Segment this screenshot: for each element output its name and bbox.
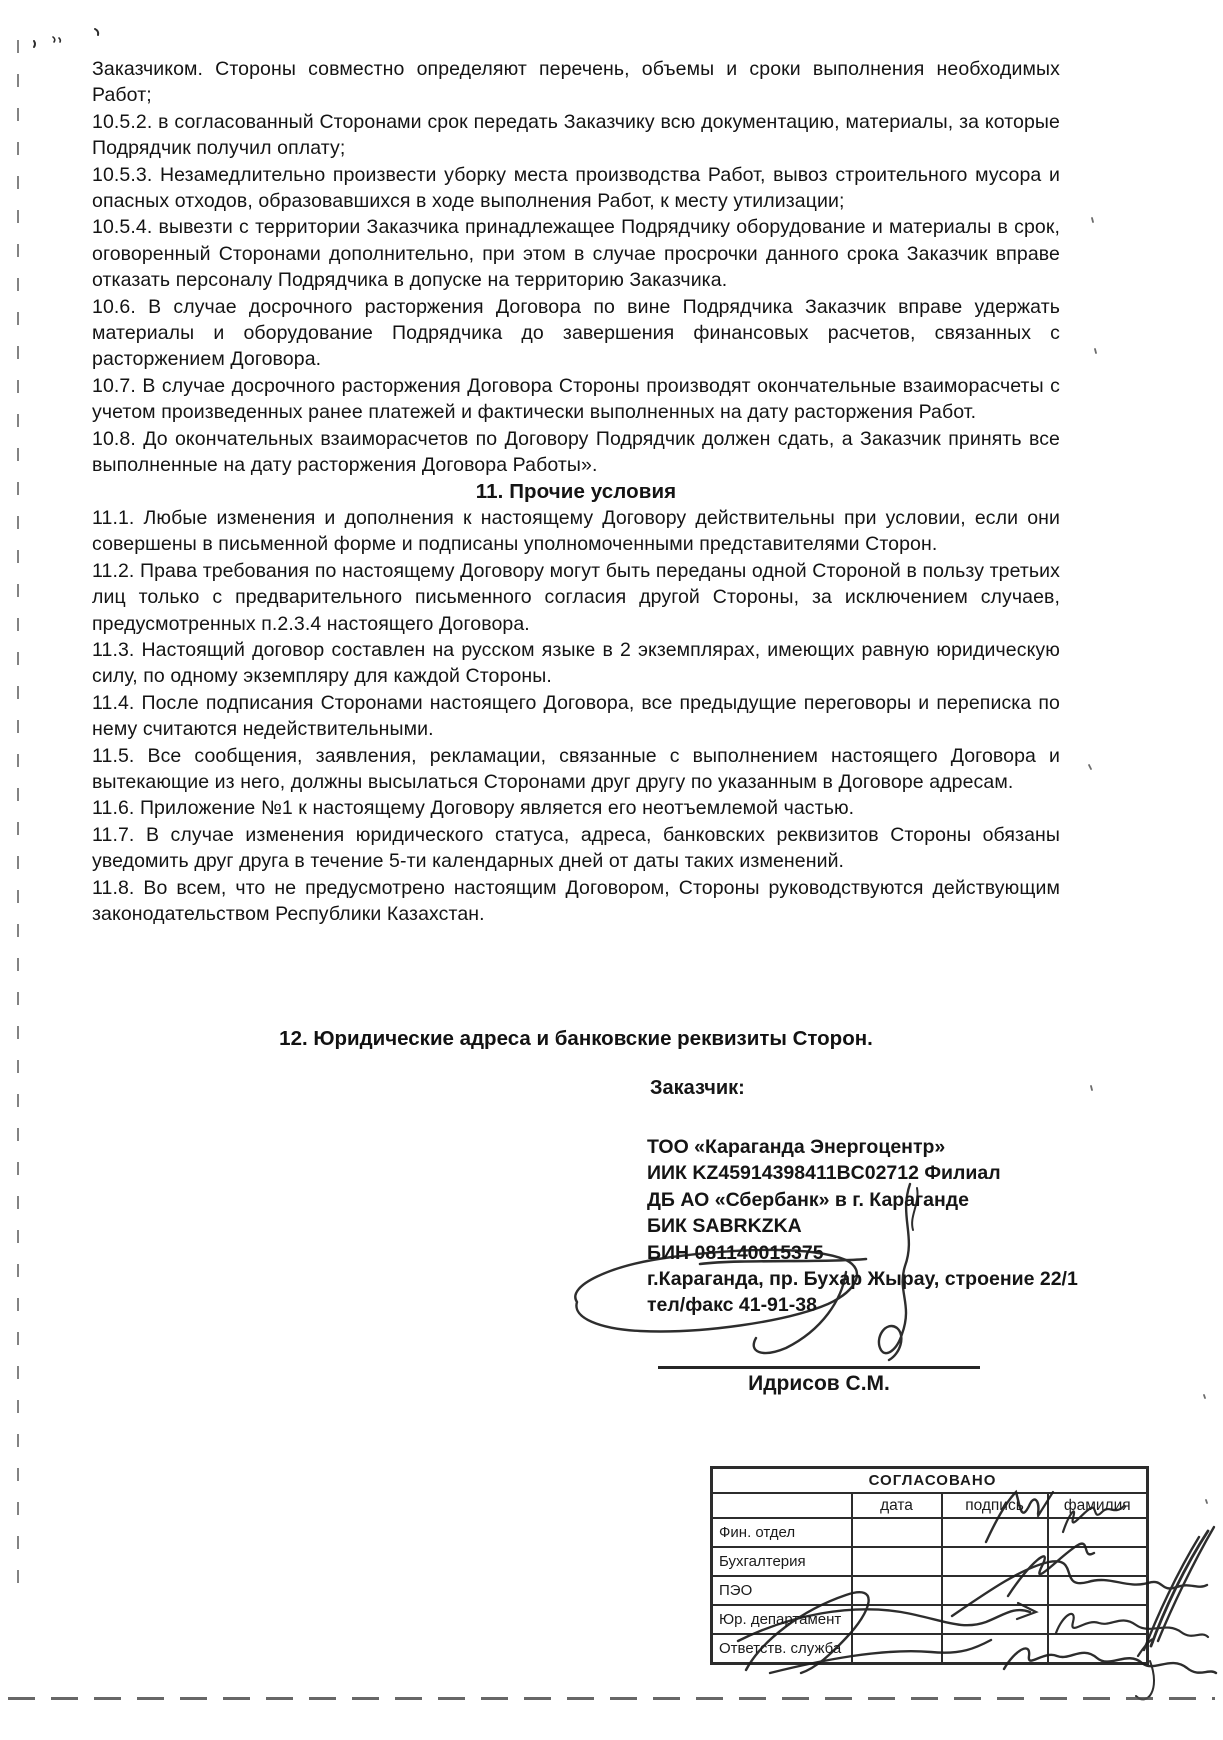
approval-cell-signature — [942, 1605, 1048, 1634]
approval-cell-signature — [942, 1576, 1048, 1605]
approval-cell-signature — [942, 1518, 1048, 1547]
contract-paragraph: 10.8. До окончательных взаиморасчетов по Договору Подрядчик должен сдать, а Заказчик принять все выполненные на дату расторжения Договора Работы». — [92, 427, 1060, 477]
approval-row — [712, 1576, 1148, 1605]
contract-paragraph: 10.5.3. Незамедлительно произвести уборку места производства Работ, вывоз строительного мусора и опасных отходов, образовавшихся в ходе выполнения Работ, к месту утилизации; — [92, 163, 1060, 213]
approval-row — [712, 1547, 1148, 1576]
left-margin-dashed-line — [17, 40, 19, 1590]
approval-col-signature: подпись — [942, 1493, 1048, 1518]
approval-cell-signature — [942, 1634, 1048, 1664]
approval-row — [712, 1605, 1148, 1634]
approval-cell-surname — [1048, 1634, 1148, 1664]
approval-row — [712, 1518, 1148, 1547]
requisite-line: ТОО «Караганда Энергоцентр» — [647, 1136, 946, 1158]
contract-paragraph: 11.8. Во всем, что не предусмотрено настоящим Договором, Стороны руководствуются действующим законодательством Республики Казахстан. — [92, 876, 1060, 925]
contract-paragraph: 11.4. После подписания Сторонами настоящего Договора, все предыдущие переговоры и переписка по нему считаются недействительными. — [92, 691, 1060, 741]
requisite-line: г.Караганда, пр. Бухар Жырау, строение 22/1 — [647, 1268, 1078, 1291]
approval-cell-date — [852, 1576, 942, 1605]
approval-row-label: Ответств. служба — [712, 1634, 852, 1664]
approval-cell-date — [852, 1605, 942, 1634]
approval-col-date: дата — [852, 1493, 942, 1518]
customer-requisites — [647, 1134, 1167, 1319]
approval-row-label: Фин. отдел — [712, 1518, 852, 1547]
contract-paragraph: 11.7. В случае изменения юридического статуса, адреса, банковских реквизитов Стороны обязаны уведомить друг друга в течение 5-ти календарных дней от даты таких изменений. — [92, 823, 1060, 873]
bottom-dashed-line — [8, 1697, 1215, 1700]
approval-cell-surname — [1048, 1547, 1148, 1576]
contract-paragraph: 11.2. Права требования по настоящему Договору могут быть переданы одной Стороной в пользу третьих лиц только с предварительного письменного согласия другой Стороны, за исключением случаев, предусмотренных п.2.3.4 настоящего Договора. — [92, 559, 1060, 635]
approval-cell-date — [852, 1547, 942, 1576]
contract-paragraph: Заказчиком. Стороны совместно определяют перечень, объемы и сроки выполнения необходимых Работ; — [92, 58, 1060, 107]
contract-paragraph: 10.5.4. вывезти с территории Заказчика принадлежащее Подрядчику оборудование и материалы в срок, оговоренный Сторонами дополнительно, при этом в случае просрочки данного срока Заказчик вправе отказать персоналу Подрядчика в допуске на территорию Заказчика. — [92, 216, 1060, 292]
signature-line — [658, 1366, 980, 1369]
section-11-paragraphs — [92, 505, 1060, 928]
section-11-heading: 11. Прочие условия — [475, 479, 677, 503]
approval-cell-date — [852, 1518, 942, 1547]
approval-table-title: СОГЛАСОВАНО — [712, 1468, 1148, 1494]
contract-paragraph: 10.5.2. в согласованный Сторонами срок передать Заказчику всю документацию, материалы, за которые Подрядчик получил оплату; — [92, 110, 1060, 160]
contract-paragraph: 11.1. Любые изменения и дополнения к настоящему Договору действительны при условии, если они совершены в письменной форме и подписаны уполномоченными представителями Сторон. — [92, 506, 1060, 556]
requisite-line: ИИК KZ45914398411BC02712 Филиал — [647, 1162, 1001, 1185]
customer-label: Заказчик: — [650, 1077, 745, 1099]
approval-cell-signature — [942, 1547, 1048, 1576]
contract-body — [92, 56, 1060, 927]
approval-row-label: Бухгалтерия — [712, 1547, 852, 1576]
signatory-name: Идрисов С.М. — [748, 1372, 890, 1395]
approval-row — [712, 1634, 1148, 1664]
approval-col-empty — [712, 1493, 852, 1518]
contract-paragraph: 10.7. В случае досрочного расторжения Договора Стороны производят окончательные взаиморасчеты с учетом произведенных ранее платежей и фактически выполненных на дату расторжения Работ. — [92, 374, 1060, 424]
requisite-line: БИН 081140015375 — [647, 1241, 824, 1264]
approval-col-surname: фамилия — [1048, 1493, 1148, 1518]
approval-cell-surname — [1048, 1518, 1148, 1547]
approval-cell-surname — [1048, 1576, 1148, 1605]
contract-paragraph: 10.6. В случае досрочного расторжения Договора по вине Подрядчика Заказчик вправе удержать материалы и оборудование Подрядчика до завершения финансовых расчетов, связанных с расторжением Договора. — [92, 295, 1060, 371]
approval-cell-surname — [1048, 1605, 1148, 1634]
section-10-paragraphs — [92, 56, 1060, 479]
approval-table — [710, 1466, 1149, 1665]
contract-paragraph: 11.3. Настоящий договор составлен на русском языке в 2 экземплярах, имеющих равную юридическую силу, по одному экземпляру для каждой Стороны. — [92, 638, 1060, 688]
requisite-line: БИК SABRKZKA — [647, 1215, 802, 1238]
approval-cell-date — [852, 1634, 942, 1664]
requisite-line: тел/факс 41-91-38 — [647, 1294, 817, 1317]
contract-paragraph: 11.6. Приложение №1 к настоящему Договору является его неотъемлемой частью. — [92, 797, 855, 820]
section-12-heading: 12. Юридические адреса и банковские реквизиты Сторон. — [279, 1027, 873, 1050]
approval-row-label: ПЭО — [712, 1576, 852, 1605]
approval-rows — [712, 1518, 1148, 1664]
approval-row-label: Юр. департамент — [712, 1605, 852, 1634]
requisite-line: ДБ АО «Сбербанк» в г. Караганде — [647, 1188, 970, 1211]
contract-paragraph: 11.5. Все сообщения, заявления, рекламации, связанные с выполнением настоящего Договора и вытекающие из него, должны высылаться Сторонами друг другу по указанным в Договоре адресам. — [92, 744, 1060, 793]
